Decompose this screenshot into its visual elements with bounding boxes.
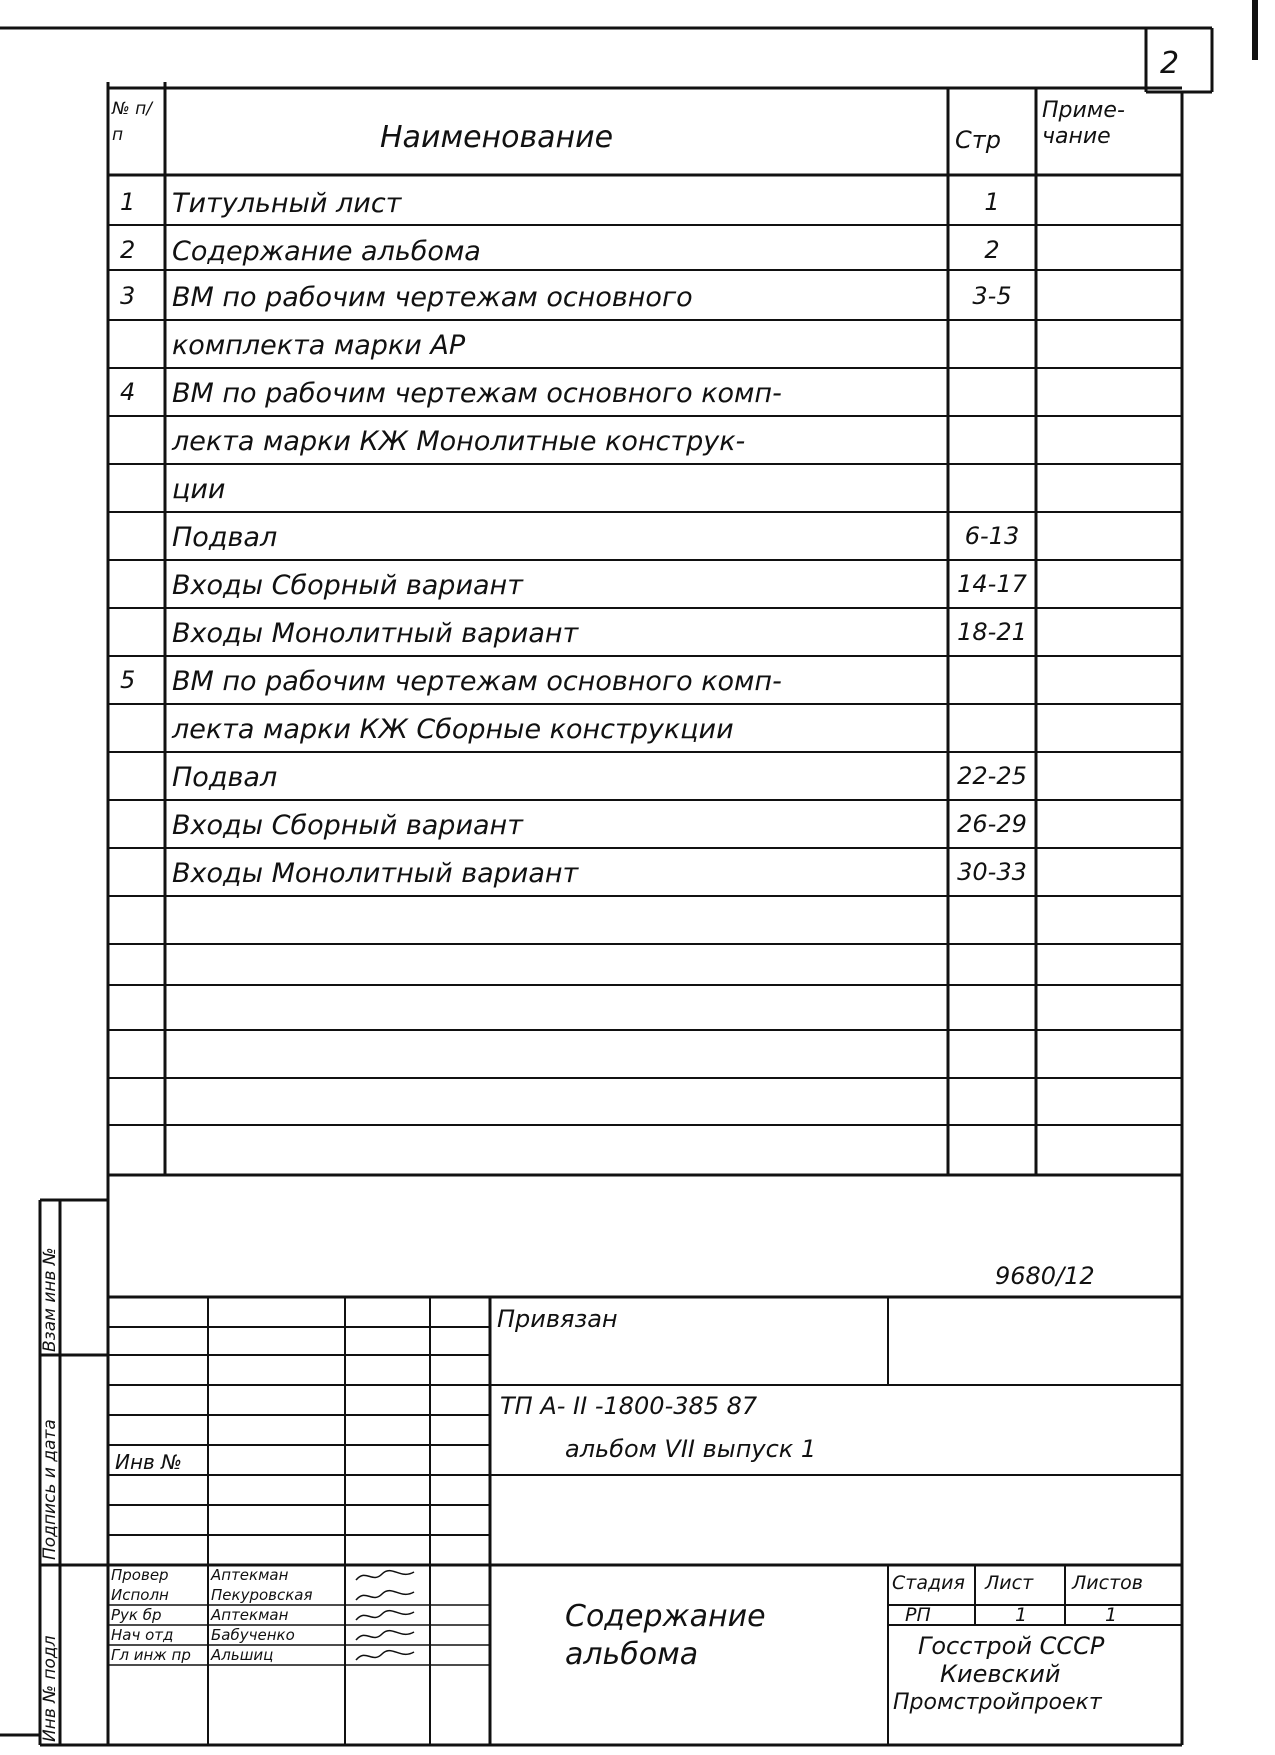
row-name: Титульный лист bbox=[172, 188, 402, 219]
row-name: Входы Сборный вариант bbox=[172, 810, 523, 841]
signer-name: Пекуровская bbox=[211, 1586, 313, 1604]
sheet-label: Лист bbox=[985, 1572, 1034, 1594]
row-name: Входы Монолитный вариант bbox=[172, 858, 579, 889]
signer-role: Провер bbox=[111, 1566, 169, 1584]
row-name: Подвал bbox=[172, 762, 278, 793]
header-num: № п/п bbox=[112, 99, 152, 145]
album-issue: альбом VII выпуск 1 bbox=[565, 1435, 817, 1463]
signer-role: Исполн bbox=[111, 1586, 169, 1604]
header-note: Приме- чание bbox=[1042, 98, 1125, 149]
signer-name: Аптекман bbox=[211, 1606, 289, 1624]
header-name: Наименование bbox=[380, 120, 614, 155]
signer-name: Бабученко bbox=[211, 1626, 295, 1644]
row-number: 5 bbox=[120, 666, 136, 694]
row-number: 4 bbox=[120, 378, 136, 406]
row-name: лекта марки КЖ Сборные конструкции bbox=[172, 714, 734, 745]
row-number: 2 bbox=[120, 236, 136, 264]
row-page: 6-13 bbox=[964, 522, 1020, 550]
row-page: 22-25 bbox=[957, 762, 1027, 790]
row-name: ВМ по рабочим чертежам основного комп- bbox=[172, 378, 782, 409]
row-page: 26-29 bbox=[957, 810, 1027, 838]
row-page: 2 bbox=[984, 236, 1000, 264]
sheets-label: Листов bbox=[1072, 1572, 1143, 1594]
signature-mark bbox=[352, 1586, 422, 1606]
signature-mark bbox=[352, 1646, 422, 1666]
signature-mark bbox=[352, 1626, 422, 1646]
stage-label: Стадия bbox=[892, 1572, 965, 1594]
row-name: ции bbox=[172, 474, 226, 505]
row-name: Входы Сборный вариант bbox=[172, 570, 523, 601]
row-name: комплекта марки АР bbox=[172, 330, 466, 361]
signature-mark bbox=[352, 1606, 422, 1626]
stamp-inv-podl: Инв № подл bbox=[40, 1635, 60, 1742]
row-number: 3 bbox=[120, 282, 136, 310]
stamp-vzam-inv: Взам инв № bbox=[40, 1247, 60, 1352]
row-page: 14-17 bbox=[957, 570, 1027, 598]
org-line1: Госстрой СССР bbox=[918, 1632, 1105, 1660]
row-page: 18-21 bbox=[957, 618, 1027, 646]
sheets-value: 1 bbox=[1105, 1604, 1118, 1626]
signer-name: Альшиц bbox=[211, 1646, 274, 1664]
sheet-value: 1 bbox=[1015, 1604, 1028, 1626]
sheet-title: Содержание альбома bbox=[565, 1599, 766, 1672]
row-number: 1 bbox=[120, 188, 136, 216]
doc-number: 9680/12 bbox=[995, 1262, 1095, 1290]
tp-code: ТП А- II -1800-385 87 bbox=[500, 1392, 758, 1420]
header-page: Стр bbox=[955, 126, 1001, 154]
stamp-podpis-data: Подпись и дата bbox=[40, 1419, 60, 1560]
row-name: Содержание альбома bbox=[172, 236, 481, 267]
row-page: 3-5 bbox=[972, 282, 1012, 310]
row-name: Входы Монолитный вариант bbox=[172, 618, 579, 649]
privyazan-label: Привязан bbox=[497, 1305, 618, 1333]
signer-name: Аптекман bbox=[211, 1566, 289, 1584]
signer-role: Гл инж пр bbox=[111, 1646, 191, 1664]
signer-role: Рук бр bbox=[111, 1606, 162, 1624]
row-page: 30-33 bbox=[957, 858, 1027, 886]
row-name: Подвал bbox=[172, 522, 278, 553]
org-line3: Промстройпроект bbox=[893, 1690, 1102, 1715]
row-name: ВМ по рабочим чертежам основного комп- bbox=[172, 666, 782, 697]
row-page: 1 bbox=[984, 188, 1000, 216]
stage-value: РП bbox=[905, 1604, 931, 1626]
signer-role: Нач отд bbox=[111, 1626, 174, 1644]
page-number: 2 bbox=[1160, 46, 1180, 81]
signature-mark bbox=[352, 1566, 422, 1586]
inv-no-label: Инв № bbox=[115, 1450, 182, 1474]
org-line2: Киевский bbox=[940, 1660, 1061, 1688]
row-name: ВМ по рабочим чертежам основного bbox=[172, 282, 693, 313]
row-name: лекта марки КЖ Монолитные конструк- bbox=[172, 426, 746, 457]
